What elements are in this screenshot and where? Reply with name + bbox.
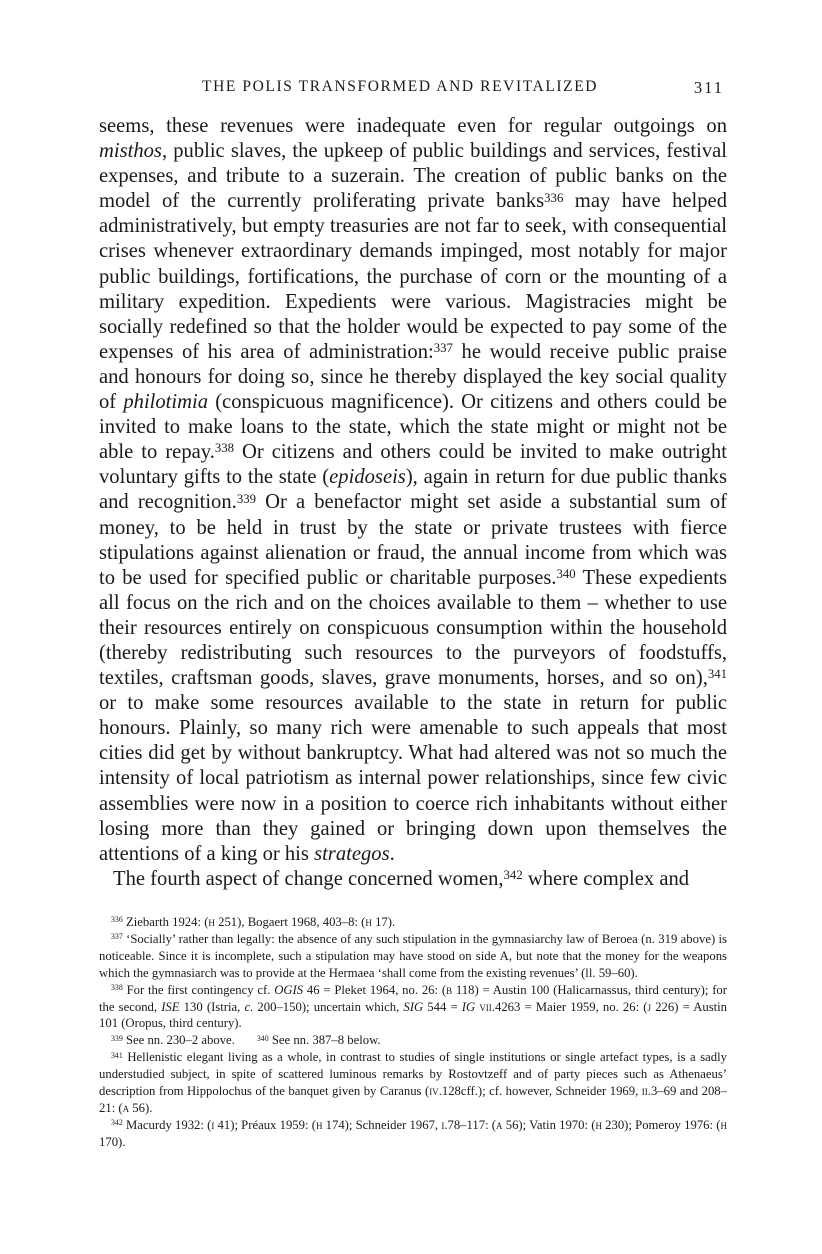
body-text (99, 114, 727, 892)
paragraph: seems, these revenues were inadequate even for regular outgoings on misthos, public slaves, the upkeep of public buildings and services, festival expenses, and tribute to a suzerain. The creation of public banks on the model of the currently proliferating private banks$^{336}$ may have helped administratively, but empty treasuries are not far to seek, with consequential crises whenever extraordinary demands impinged, most notably for major public buildings, fortifications, the purchase of corn or the mounting of a military expedition. Expedients were various. Magistracies might be socially redefined so that the holder would be expected to pay some of the expenses of his area of administration:$^{337}$ he would receive public praise and honours for doing so, since he thereby displayed the key social quality of philotimia (conspicuous magnificence). Or citizens and others could be invited to make loans to the state, which the state might or might not be able to repay.$^{338}$ Or citizens and others could be invited to make outright voluntary gifts to the state (epidoseis), again in return for due public thanks and recognition.$^{339}$ Or a benefactor might set aside a substantial sum of money, to be held in trust by the state or private trustees with fierce stipulations against alienation or fraud, the annual income from which was to be used for specified public or charitable purposes.$^{340}$ These expedients all focus on the rich and on the choices available to them – whether to use their resources entirely on conspicuous consumption within the household (thereby redistributing such resources to the purveyors of foodstuffs, textiles, craftsman goods, slaves, grave monuments, horses, and so on),$^{341}$ or to make some resources available to the state in return for public honours. Plainly, so many rich were amenable to such appeals that most cities did get by without bankruptcy. What had altered was not so much the intensity of local patriotism as internal power relationships, since few civic assemblies were now in a position to coerce rich inhabitants without either losing more than they gained or bringing down upon themselves the attentions of a king or his strategos. (99, 115, 728, 865)
term-philotimia: philotimia (123, 391, 209, 414)
footnote-number: 339 (111, 1033, 123, 1043)
footnote-ref-342: 342 (503, 868, 523, 883)
footnote-342: $^{342}$ Macurdy 1932: (i 41); Préaux 1959: (h 174); Schneider 1967, i.78–117: (a 56); Vatin 1970: (h 230); Pomeroy 1976: (h 170). (99, 1117, 727, 1149)
footnote-number: 336 (111, 915, 123, 925)
footnote-ref-341: 341 (707, 667, 727, 682)
footnote-number: 342 (111, 1118, 123, 1128)
footnote-338: $^{338}$ For the first contingency cf. OGIS 46 = Pleket 1964, no. 26: (b 118) = Austin 100 (Halicarnassus, third century); for the second, ISE 130 (Istria, c. 200–150); uncertain which, SIG 544 = IG vii.4263 = Maier 1959, no. 26: (j 226) = Austin 101 (Oropus, third century). (99, 982, 728, 1031)
footnote-ref-338: 338 (214, 441, 235, 456)
paragraph: The fourth aspect of change concerned women,$^{342}$ where complex and (113, 867, 690, 890)
running-title: THE POLIS TRANSFORMED AND REVITALIZED (202, 78, 599, 95)
footnote-336: $^{336}$ Ziebarth 1924: (h 251), Bogaert 1968, 403–8: (h 17). (111, 915, 396, 929)
footnote-ref-339: 339 (236, 491, 256, 506)
footnote-ref-340: 340 (556, 566, 576, 581)
footnote-number: 337 (111, 932, 123, 942)
term-epidoseis: epidoseis (329, 466, 406, 489)
running-head (96, 78, 726, 102)
footnotes (99, 914, 727, 1151)
footnote-ref-337: 337 (433, 341, 453, 356)
footnote-number: 340 (256, 1033, 269, 1043)
footnote-339-340: $^{339}$ See nn. 230–2 above. $^{340}$ See nn. 387–8 below. (111, 1033, 381, 1048)
footnote-ref-336: 336 (544, 190, 564, 205)
footnote-number: 338 (111, 983, 123, 993)
footnote-number: 341 (111, 1050, 123, 1060)
term-strategos: strategos (314, 842, 390, 865)
term-misthos: misthos (99, 140, 162, 163)
footnote-341: $^{341}$ Hellenistic elegant living as a whole, in contrast to studies of single institutions or single artefact types, is a sadly understudied subject, in spite of scattered luminous remarks by Rostovtzeff and of party pieces such as Athenaeus’ description from Hippolochus of the banquet given by Caranus (iv.128cff.); cf. however, Schneider 1969, ii.3–69 and 208–21: (a 56). (99, 1050, 727, 1115)
page-number: 311 (693, 78, 724, 97)
footnote-337: $^{337}$ ‘Socially’ rather than legally: the absence of any such stipulation in the gymnasiarchy law of Beroea (n. 319 above) is noticeable. Since it is incomplete, such a stipulation may have stood on side A, but note that the money for the weapons which the gymnasiarch was to provide at the Hermaea ‘shall come from the existing revenues’ (ll. 59–60). (99, 931, 727, 980)
